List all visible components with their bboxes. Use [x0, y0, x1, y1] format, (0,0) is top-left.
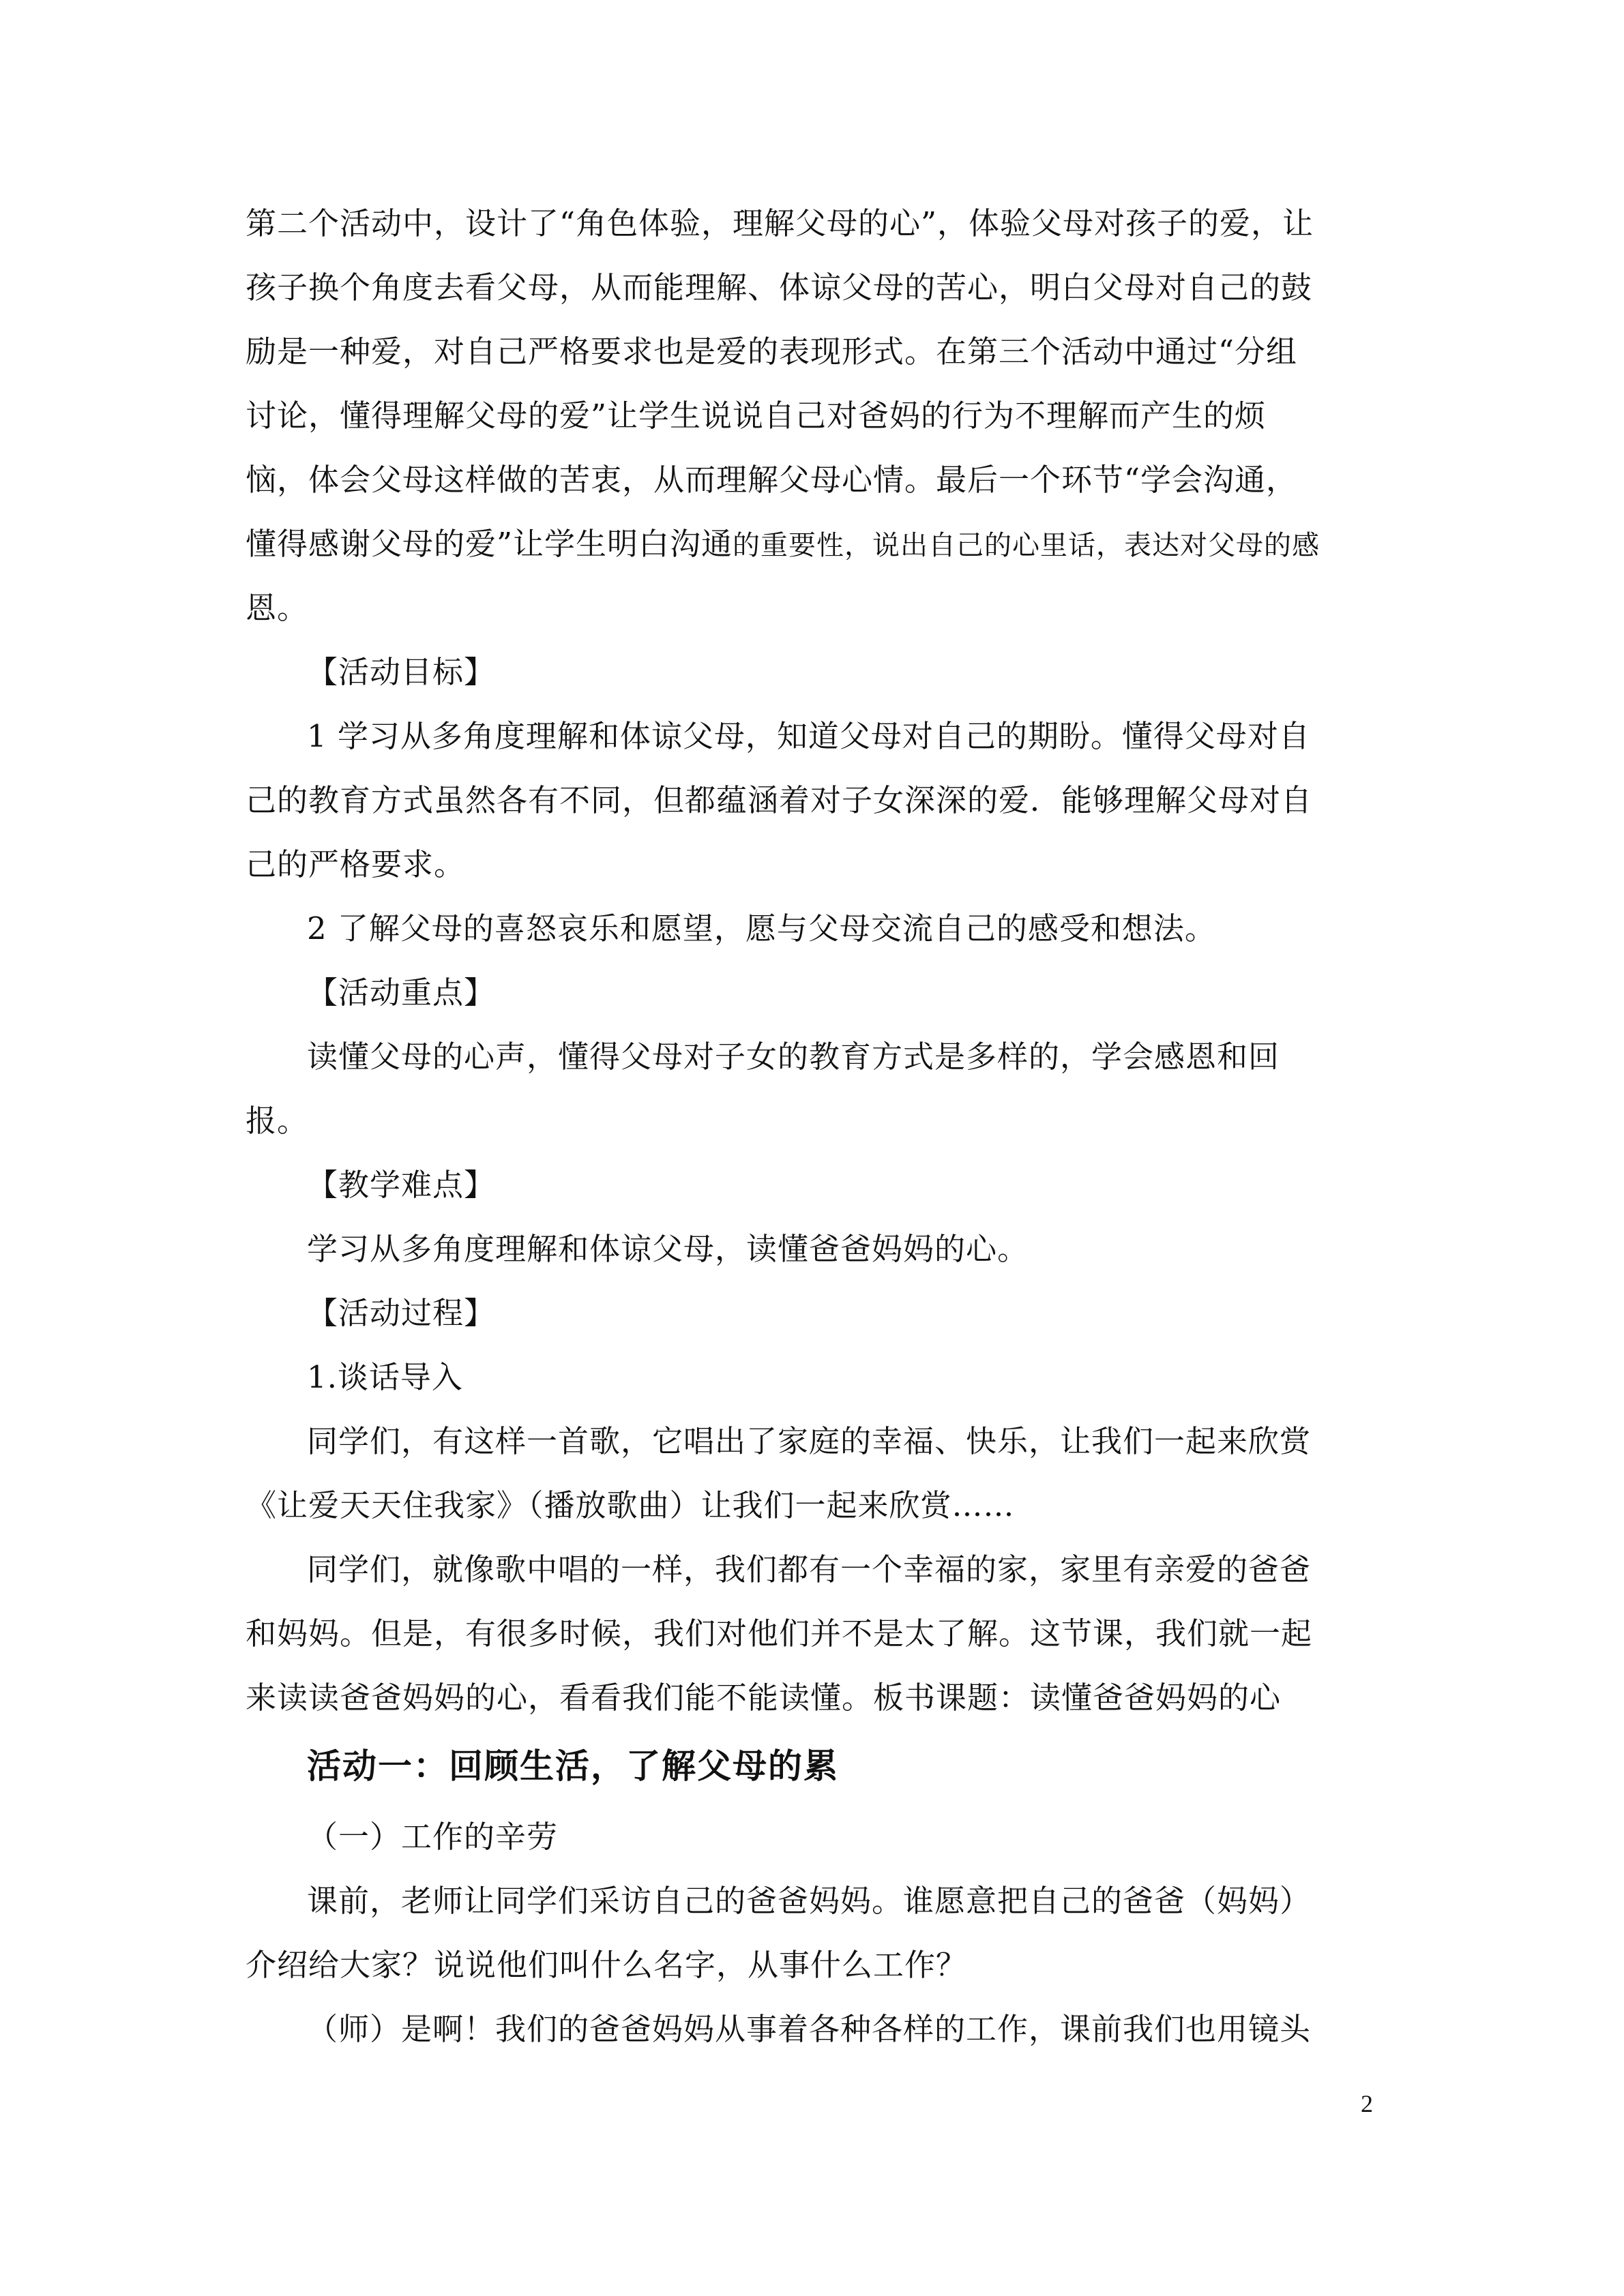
intro-line-3: 励是一种爱，对自己严格要求也是爱的表现形式。在第三个活动中通过“分组 [246, 333, 1298, 370]
intro-line-6-part-a: 懂得感谢父母的爱”让学生明白沟通 [246, 526, 733, 562]
intro-line-5: 恼，体会父母这样做的苦衷，从而理解父母心情。最后一个环节“学会沟通， [246, 462, 1298, 498]
process-step-1: 1.谈话导入 [307, 1359, 463, 1395]
intro-line-4: 讨论，懂得理解父母的爱”让学生说说自己对爸妈的行为不理解而产生的烦 [246, 398, 1267, 434]
goals-item-1-line-2: 己的教育方式虽然各有不同，但都蕴涵着对子女深深的爱．能够理解父母对自 [246, 782, 1313, 818]
goals-heading: 【活动目标】 [307, 654, 496, 690]
focus-heading: 【活动重点】 [307, 974, 496, 1011]
difficulty-line-1: 学习从多角度理解和体谅父母，读懂爸爸妈妈的心。 [307, 1231, 1029, 1267]
activity-1-subheading: （一）工作的辛劳 [307, 1819, 559, 1855]
activity-1-title: 活动一：回顾生活，了解父母的累 [307, 1746, 839, 1786]
intro-line-7: 恩。 [246, 590, 309, 626]
focus-line-1: 读懂父母的心声，懂得父母对子女的教育方式是多样的，学会感恩和回 [307, 1039, 1280, 1075]
goals-item-1-line-3: 己的严格要求。 [246, 846, 466, 882]
goals-item-2: 2 了解父母的喜怒哀乐和愿望，愿与父母交流自己的感受和想法。 [307, 910, 1216, 946]
activity-1-para-2-line-1: （师）是啊！我们的爸爸妈妈从事着各种各样的工作，课前我们也用镜头 [307, 2011, 1312, 2047]
focus-line-2: 报。 [246, 1103, 309, 1139]
process-para-2-line-3: 来读读爸爸妈妈的心，看看我们能不能读懂。板书课题：读懂爸爸妈妈的心 [246, 1680, 1282, 1716]
process-heading: 【活动过程】 [307, 1295, 496, 1331]
difficulty-heading: 【教学难点】 [307, 1167, 496, 1203]
goals-item-1-line-1: 1 学习从多角度理解和体谅父母，知道父母对自己的期盼。懂得父母对自 [307, 718, 1310, 754]
process-para-2-line-2: 和妈妈。但是，有很多时候，我们对他们并不是太了解。这节课，我们就一起 [246, 1615, 1313, 1652]
process-para-1-line-1: 同学们，有这样一首歌，它唱出了家庭的幸福、快乐，让我们一起来欣赏 [307, 1423, 1312, 1459]
activity-1-para-1-line-1: 课前，老师让同学们采访自己的爸爸妈妈。谁愿意把自己的爸爸（妈妈） [307, 1883, 1312, 1919]
process-para-2-line-1: 同学们，就像歌中唱的一样，我们都有一个幸福的家，家里有亲爱的爸爸 [307, 1551, 1312, 1587]
intro-line-1: 第二个活动中，设计了“角色体验，理解父母的心”，体验父母对孩子的爱，让 [246, 205, 1314, 241]
intro-line-2: 孩子换个角度去看父母，从而能理解、体谅父母的苦心，明白父母对自己的鼓 [246, 269, 1313, 305]
page-number: 2 [1361, 2090, 1373, 2117]
intro-line-6-part-b: 的重要性，说出自己的心里话，表达对父母的感 [733, 530, 1320, 561]
intro-line-6 [246, 520, 1320, 568]
activity-1-para-1-line-2: 介绍给大家？说说他们叫什么名字，从事什么工作？ [246, 1947, 968, 1983]
process-para-1-line-2: 《让爱天天住我家》（播放歌曲）让我们一起来欣赏…… [246, 1487, 1015, 1523]
